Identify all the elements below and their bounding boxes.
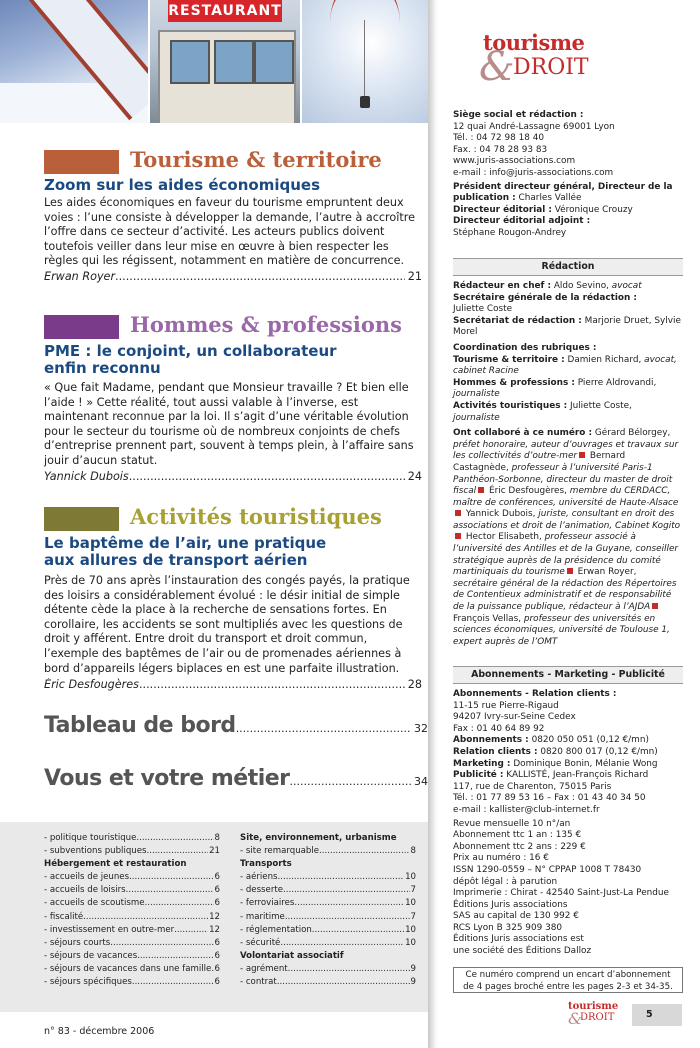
editorial-adj-label: Directeur éditorial adjoint : — [453, 216, 591, 227]
index-entry[interactable] — [240, 937, 416, 950]
index-entry[interactable] — [44, 937, 220, 950]
big-heading-page: 32 — [414, 722, 428, 735]
article-page[interactable]: 28 — [407, 678, 422, 691]
index-page: 6 — [214, 937, 220, 948]
index-page: 12 — [209, 924, 220, 935]
index-entry[interactable] — [44, 924, 220, 937]
index-entry[interactable] — [44, 884, 220, 897]
index-entry[interactable] — [44, 950, 220, 963]
index-entry[interactable] — [240, 924, 416, 937]
index-label: - séjours spécifiques — [44, 977, 132, 988]
index-label: - réglementation — [240, 924, 312, 935]
kalliste-email-link[interactable]: e-mail : kallister@club-internet.fr — [453, 804, 600, 815]
masthead-contact — [453, 110, 681, 240]
index-column-right — [240, 832, 416, 989]
index-entry[interactable] — [240, 963, 416, 976]
index-label: - investissement en outre-mer — [44, 924, 175, 935]
index-page: 10 — [405, 924, 416, 935]
index-page: 21 — [209, 846, 220, 857]
separator-square-icon — [652, 603, 658, 609]
article-author-row — [44, 470, 422, 484]
article-page[interactable]: 21 — [407, 270, 422, 283]
issue-number: n° 83 - décembre 2006 — [44, 1026, 155, 1037]
index-label: - aériens — [240, 872, 278, 883]
section-heading-hommes: Hommes & professions — [130, 312, 402, 337]
footer-logo: & tourisme DROIT — [568, 1001, 619, 1028]
restaurant-photo — [150, 0, 300, 123]
separator-square-icon — [455, 533, 461, 539]
article-body-bapteme: Près de 70 ans après l’instauration des congés payés, la pratique des loisirs a considérablement évolué : le désir initial de simple détente cède la place à la recherche de sensations fortes. En corollaire, les accidents se sont multipliés avec les questions de droit y afférent. Entre droit du transport et droit commun, l’exemple des baptêmes de l’air ou de promenades aériennes à bord d’appareils légers biplaces en est une parfaite illustration. — [44, 574, 410, 675]
separator-square-icon — [567, 568, 573, 574]
separator-square-icon — [478, 487, 484, 493]
index-label: - politique touristique — [44, 833, 137, 843]
separator-square-icon — [455, 510, 461, 516]
article-title-pme[interactable]: PME : le conjoint, un collaborateur enfin reconnu — [44, 342, 337, 377]
article-page[interactable]: 24 — [407, 470, 422, 483]
article-author: Yannick Dubois — [44, 470, 129, 483]
index-page: 7 — [410, 885, 416, 896]
index-page: 8 — [410, 846, 416, 857]
big-heading-page: 34 — [414, 775, 428, 788]
index-category — [240, 950, 416, 963]
index-page: 10 — [405, 937, 416, 948]
page-number: 5 — [632, 1004, 682, 1026]
big-heading-title: Vous et votre métier — [44, 766, 290, 791]
index-entry[interactable] — [240, 911, 416, 924]
header-photos — [0, 0, 428, 135]
index-entry[interactable] — [44, 871, 220, 884]
index-entry[interactable] — [44, 897, 220, 910]
index-page: 6 — [214, 977, 220, 988]
index-entry[interactable] — [44, 845, 220, 858]
index-column-left — [44, 832, 220, 989]
section-heading-tourisme: Tourisme & territoire — [130, 147, 382, 172]
big-heading-title: Tableau de bord — [44, 713, 236, 738]
insert-notice: Ce numéro comprend un encart d’abonnement de 4 pages broché entre les pages 2-3 et 34-35. — [453, 967, 683, 993]
index-label: - desserte — [240, 885, 284, 896]
index-label: Transports — [240, 859, 292, 870]
index-page: 7 — [410, 911, 416, 922]
subject-index — [0, 822, 428, 1012]
president: Charles Vallée — [518, 193, 582, 204]
index-page: 6 — [214, 885, 220, 896]
email-link[interactable]: e-mail : info@juris-associations.com — [453, 167, 614, 178]
article-body-aides: Les aides économiques en faveur du tourisme empruntent deux voies : l’une consiste à développer la demande, l’autre à accroître l’offre dans ce secteur d’activité. Les acteurs publics doivent toutefois veiller dans leur mise en œuvre à bien respecter les règles qui les régissent, notamment en matière de concurrence. — [44, 196, 415, 268]
restaurant-sign: RESTAURANT — [168, 0, 282, 22]
index-label: - accueils de jeunes — [44, 872, 130, 883]
fax: Fax. : 04 78 28 93 83 — [453, 144, 548, 155]
index-label: Volontariat associatif — [240, 950, 344, 961]
index-category — [44, 858, 220, 871]
index-label: - sécurité — [240, 937, 281, 948]
index-label: - séjours de vacances — [44, 950, 138, 961]
article-author-row — [44, 270, 422, 284]
index-entry[interactable] — [240, 897, 416, 910]
index-page: 9 — [410, 963, 416, 974]
index-label: - séjours de vacances dans une famille — [44, 963, 212, 974]
paraglider-photo — [302, 0, 428, 123]
index-label: - accueils de scoutisme — [44, 898, 145, 909]
redaction-band: Rédaction — [453, 258, 683, 276]
index-page: 8 — [214, 833, 220, 843]
index-entry[interactable] — [44, 963, 220, 976]
article-title-aides[interactable]: Zoom sur les aides économiques — [44, 176, 320, 194]
article-author-row — [44, 678, 422, 692]
index-page: 12 — [209, 911, 220, 922]
heading-vous-et-votre-metier[interactable] — [44, 766, 428, 791]
page-gutter — [428, 0, 438, 1048]
index-entry[interactable] — [240, 976, 416, 989]
editorial-director: Véronique Crouzy — [554, 204, 633, 215]
index-page: 10 — [405, 872, 416, 883]
article-body-pme: « Que fait Madame, pendant que Monsieur travaille ? Et bien elle l’aide ! » Cette réalité, tout aussi valable à l’inverse, est maintenant reconnue par la loi. Il s’agit d’une véritable évolution pour le secteur du tourisme où de nombreux conjoints de chefs d’entreprise prennent part, souvent à temps plein, à l’affaire sans jouir d’aucun statut. — [44, 381, 414, 467]
ski-jump-photo — [0, 0, 148, 123]
index-page: 10 — [405, 898, 416, 909]
index-label: - ferroviaires — [240, 898, 295, 909]
index-label: Hébergement et restauration — [44, 859, 187, 870]
address: 12 quai André-Lassagne 69001 Lyon — [453, 121, 615, 132]
tourisme-droit-logo: & tourisme DROIT — [479, 30, 589, 90]
index-label: - agrément — [240, 963, 288, 974]
index-entry[interactable] — [240, 884, 416, 897]
separator-square-icon — [579, 452, 585, 458]
abonnements-band: Abonnements - Marketing - Publicité — [453, 666, 683, 684]
president-label: Président directeur général, Directeur de la publication : — [453, 181, 673, 204]
telephone: Tél. : 04 72 98 18 40 — [453, 133, 545, 144]
section-heading-activites: Activités touristiques — [130, 504, 382, 529]
heading-tableau-de-bord[interactable] — [44, 713, 428, 738]
index-entry[interactable] — [240, 845, 416, 858]
article-title-bapteme[interactable]: Le baptême de l’air, une pratique aux allures de transport aérien — [44, 534, 327, 569]
index-label: - site remarquable — [240, 846, 320, 857]
article-author: Erwan Royer — [44, 270, 116, 283]
index-label: - subventions publiques — [44, 846, 147, 857]
section-bar-hommes — [44, 315, 119, 339]
editorial-label: Directeur éditorial : — [453, 204, 552, 215]
index-entry[interactable] — [44, 911, 220, 924]
index-label: - contrat — [240, 977, 277, 988]
index-entry[interactable] — [44, 976, 220, 989]
index-page: 9 — [410, 977, 416, 988]
website-link[interactable]: www.juris-associations.com — [453, 156, 576, 167]
editorial-adj: Stéphane Rougon-Andrey — [453, 227, 567, 238]
index-label: Site, environnement, urbanisme — [240, 833, 397, 843]
siege-label: Siège social et rédaction : — [453, 110, 584, 120]
article-author: Éric Desfougères — [44, 678, 139, 691]
index-label: - fiscalité — [44, 911, 84, 922]
index-page: 6 — [214, 950, 220, 961]
index-entry[interactable] — [44, 832, 220, 845]
index-label: - séjours courts — [44, 937, 111, 948]
index-category — [240, 832, 416, 845]
index-label: - maritime — [240, 911, 285, 922]
masthead-abonnements: Abonnements - Relation clients : 11-15 rue Pierre-Rigaud 94207 Ivry-sur-Seine Cedex Fax : 01 40 64 89 92 Abonnements : 0820 050 051 (0,12 €/mn) Relation clients : 0820 800 017 (0,12 €/mn) Marketing : Dominique Bonin, Mélanie Wong Publicité : KALLISTÉ, Jean-François Richard 117, rue de Charenton, 75015 Paris Tél. : 01 77 89 53 16 – Fax : 01 43 40 34 50 e-mail : kallister@club-internet.fr Revue mensuelle 10 n°/an Abonnement ttc 1 an : 135 € Abonnement ttc 2 ans : 229 € Prix au numéro : 16 € ISSN 1290-0559 – N° CPPAP 1008 T 78430 dépôt légal : à parution Imprimerie : Chirat - 42540 Saint-Just-La Pendue Éditions Juris associations SAS au capital de 130 992 € RCS Lyon B 325 909 380 Éditions Juris associations est une société des Éditions Dalloz — [453, 689, 681, 958]
index-page: 6 — [214, 872, 220, 883]
masthead-redaction: Rédacteur en chef : Aldo Sevino, avocat Secrétaire générale de la rédaction : Juliette Coste Secrétariat de rédaction : Marjorie Druet, Sylvie Morel Coordination des rubriques : Tourisme & territoire : Damien Richard, avocat, cabinet Racine Hommes & professions : Pierre Aldrovandi, journaliste Activités touristiques : Juliette Coste, journaliste Ont collaboré à ce numéro : Gérard Bélorgey, préfet honoraire, auteur d’ouvrages et travaux sur les collectivités d’outre-mer Bernard Castagnède, professeur à l’université Paris-1 Panthéon-Sorbonne, directeur du master de droit fiscal Éric Desfougères, membre du CERDACC, maître de conférences, université de Haute-Alsace Yannick Dubois, juriste, consultant en droit des associations et droit de l’animation, Cabinet Kogito Hector Elisabeth, professeur associé à l’université des Antilles et de la Guyane, conseiller stratégique auprès de la présidence du comité martiniquais du tourisme Erwan Royer, secrétaire général de la rédaction des Répertoires de Contentieux administratif et de responsabilité de la puissance publique, rédacteur à l’AJDA François Vellas, professeur des universités en sciences économiques, université de Toulouse 1, expert auprès de l’OMT — [453, 281, 681, 647]
index-page: 6 — [214, 898, 220, 909]
index-category — [240, 858, 416, 871]
index-label: - accueils de loisirs — [44, 885, 126, 896]
section-bar-tourisme — [44, 150, 119, 174]
index-page: 6 — [214, 963, 220, 974]
index-entry[interactable] — [240, 871, 416, 884]
section-bar-activites — [44, 507, 119, 531]
